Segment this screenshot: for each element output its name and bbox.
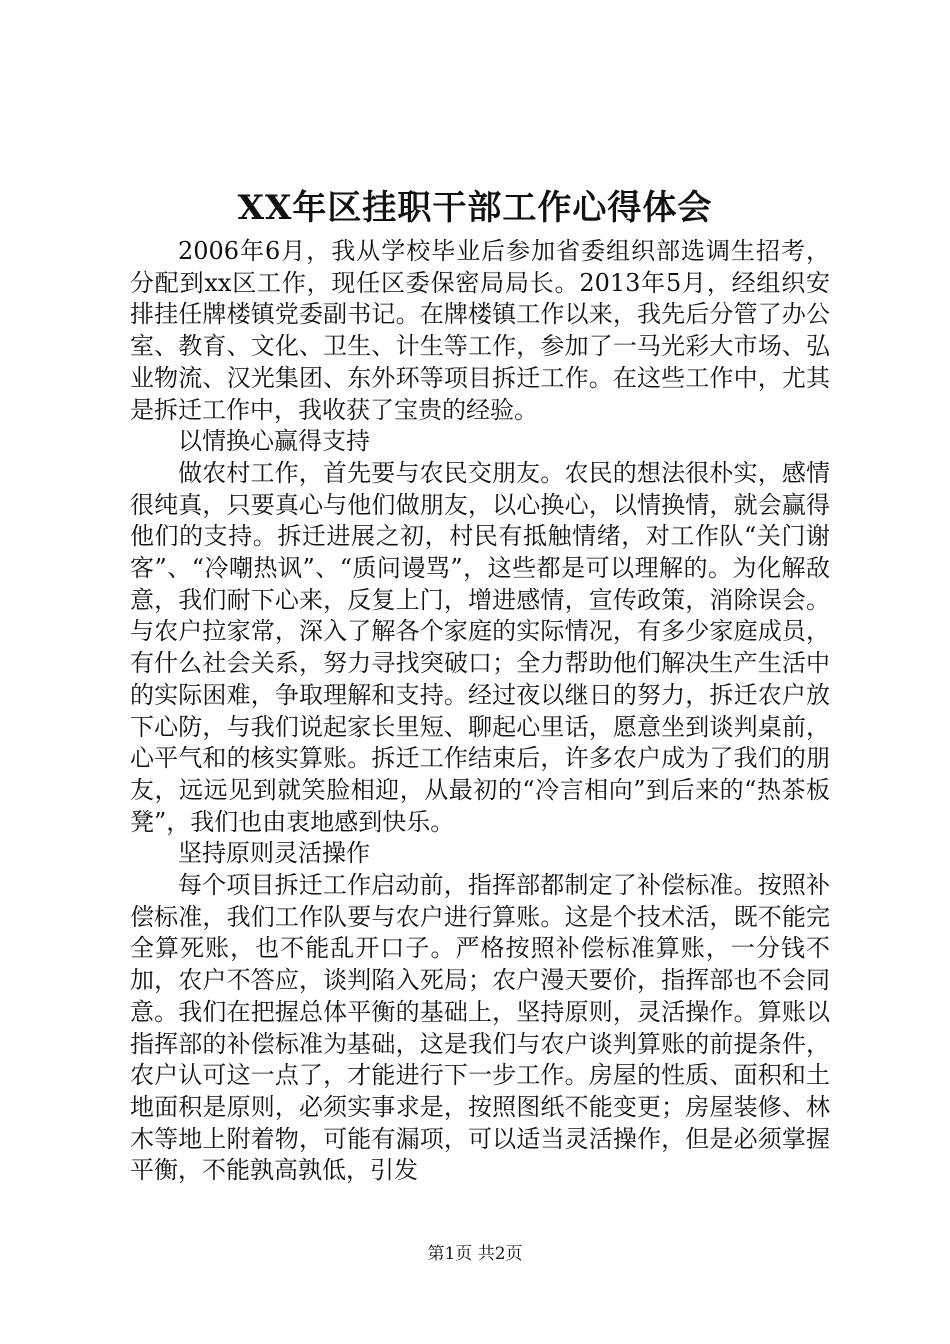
page-number-footer: 第1页 共2页 — [427, 1244, 523, 1264]
body-paragraph: 做农村工作，首先要与农民交朋友。农民的想法很朴实，感情很纯真，只要真心与他们做朋友，以心换心，以情换情，就会赢得他们的支持。拆迁进展之初，村民有抵触情绪，对工作队“关门谢客”、“冷嘲热讽”、“质问谩骂”，这些都是可以理解的。为化解敌意，我们耐下心来，反复上门，增进感情，宣传政策，消除误会。与农户拉家常，深入了解各个家庭的实际情况，有多少家庭成员，有什么社会关系，努力寻找突破口；全力帮助他们解决生产生活中的实际困难，争取理解和支持。经过夜以继日的努力，拆迁农户放下心防，与我们说起家长里短、聊起心里话，愿意坐到谈判桌前，心平气和的核实算账。拆迁工作结束后，许多农户成为了我们的朋友，远远见到就笑脸相迎，从最初的“冷言相向”到后来的“热茶板凳”，我们也由衷地感到快乐。 — [130, 458, 830, 836]
document-body — [130, 236, 830, 1187]
section-heading: 坚持原则灵活操作 — [178, 839, 370, 868]
body-paragraph: 2006年6月，我从学校毕业后参加省委组织部选调生招考，分配到xx区工作，现任区委保密局局长。2013年5月，经组织安排挂任牌楼镇党委副书记。在牌楼镇工作以来，我先后分管了办公室、教育、文化、卫生、计生等工作，参加了一马光彩大市场、弘业物流、汉光集团、东外环等项目拆迁工作。在这些工作中，尤其是拆迁工作中，我收获了宝贵的经验。 — [130, 237, 830, 424]
document-title: XX年区挂职干部工作心得体会 — [237, 188, 713, 228]
section-heading: 以情换心赢得支持 — [178, 427, 370, 456]
body-paragraph: 每个项目拆迁工作启动前，指挥部都制定了补偿标准。按照补偿标准，我们工作队要与农户进行算账。这是个技术活，既不能完全算死账，也不能乱开口子。严格按照补偿标准算账，一分钱不加，农户不答应，谈判陷入死局；农户漫天要价，指挥部也不会同意。我们在把握总体平衡的基础上，坚持原则，灵活操作。算账以指挥部的补偿标准为基础，这是我们与农户谈判算账的前提条件，农户认可这一点了，才能进行下一步工作。房屋的性质、面积和土地面积是原则，必须实事求是，按照图纸不能变更；房屋装修、林木等地上附着物，可能有漏项，可以适当灵活操作，但是必须掌握平衡，不能孰高孰低，引发 — [130, 871, 830, 1185]
